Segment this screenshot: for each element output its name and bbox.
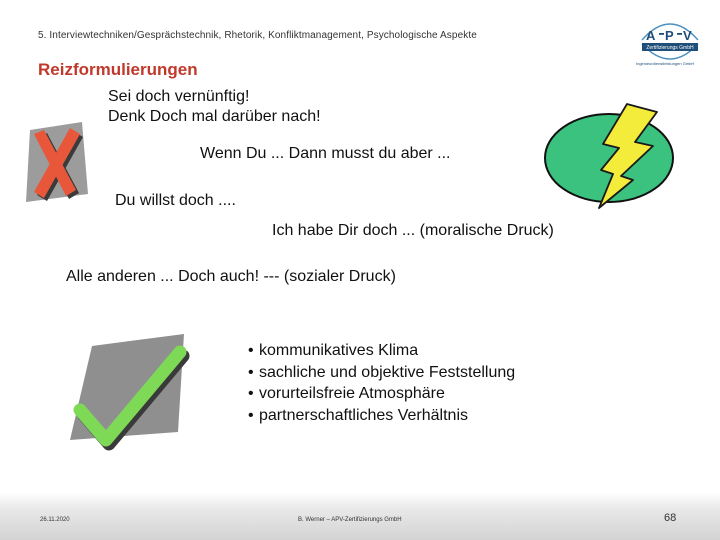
phrase-line: Du willst doch .... [115, 192, 236, 209]
page-title: Reizformulierungen [38, 60, 198, 79]
phrase-line: Wenn Du ... Dann musst du aber ... [200, 145, 451, 162]
footer-author: B. Werner – APV-Zertifizierungs GmbH [298, 517, 402, 523]
green-checkmark-icon [62, 318, 192, 458]
logo-dash [659, 33, 664, 35]
page-number: 68 [664, 512, 677, 524]
logo-letter: P [665, 28, 674, 43]
phrase-line: Denk Doch mal darüber nach! [108, 108, 321, 125]
phrase-line: Alle anderen ... Doch auch! --- (sozialer Druck) [66, 268, 396, 285]
list-item: • kommunikatives Klima [248, 340, 515, 362]
list-item: • vorurteilsfreie Atmosphäre [248, 383, 515, 405]
phrase-line: Ich habe Dir doch ... (moralische Druck) [272, 222, 554, 239]
footer-date: 26.11.2020 [40, 517, 70, 523]
list-item: • sachliche und objektive Feststellung [248, 362, 515, 384]
positive-list [248, 340, 515, 426]
red-cross-icon [20, 120, 90, 205]
phrase-line: Sei doch vernünftig! [108, 88, 250, 105]
footer-bar [0, 492, 720, 540]
breadcrumb: 5. Interviewtechniken/Gesprächstechnik, Rhetorik, Konfliktmanagement, Psychologische Aspekte [38, 30, 477, 41]
logo-dash [677, 33, 682, 35]
logo-tagline: Ingenieurdienstleistungen GmbH [636, 61, 695, 66]
logo-subtitle: Zertifizierungs GmbH [646, 45, 694, 52]
logo-letter: V [683, 28, 692, 43]
list-item: • partnerschaftliches Verhältnis [248, 405, 515, 427]
logo-letter: A [646, 28, 656, 43]
lightning-bolt-icon [535, 100, 695, 215]
